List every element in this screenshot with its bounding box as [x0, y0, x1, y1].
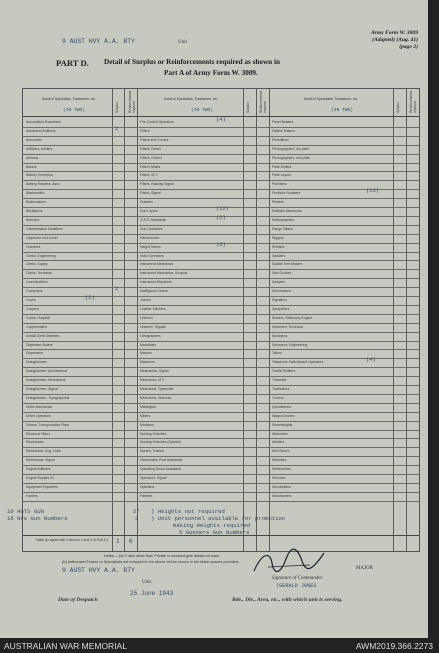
- col3-trade: Photolithos: [272, 137, 289, 142]
- col2-trade: Machinists: [140, 342, 157, 347]
- col3-trade: Woodcutters: [272, 484, 291, 489]
- col1-trade: Carpenter and Joiner: [26, 235, 58, 240]
- row-rule: [23, 465, 419, 466]
- col1-trade: Cooks, Hospital: [26, 315, 50, 320]
- col1-trade: Clerks, Engineering: [26, 253, 56, 258]
- row-rule: [23, 358, 419, 359]
- col2-reinf-header: Reinforcements required: [259, 90, 267, 113]
- note-b: (b) Authorized Trades or Specialists not included in the above will be shown in the blank spaces provided.: [62, 560, 240, 564]
- col2-trade: Millwrights: [140, 404, 156, 409]
- extra-surplus-2: 3: [135, 515, 139, 522]
- col2-trade: Fitter's Mates: [140, 164, 161, 169]
- col1-trade: Armament Artificers: [26, 128, 56, 133]
- col2-trade: Nursing Orderlies (Special): [140, 440, 181, 445]
- col1-trade: Engine Repairs I/C: [26, 476, 55, 480]
- col1-trade: Coachbuilders: [26, 280, 48, 285]
- col3-trade: Woodturners: [272, 493, 292, 498]
- col1-trade: Draughtsmen, Topographical: [26, 395, 70, 400]
- col1-trade: Coppersmiths: [26, 324, 47, 329]
- col1-trade: Boilermakers: [26, 200, 46, 205]
- col2-trade: Operating Room Assistants: [140, 467, 182, 472]
- unit-label-header: Unit: [178, 40, 187, 45]
- col2-count-entry: (2): [216, 214, 226, 221]
- row-rule: [23, 332, 419, 333]
- extra-surplus-1: 2*: [133, 508, 140, 515]
- row-rule: [23, 252, 419, 253]
- col2-count-entry: (12): [216, 206, 229, 212]
- row-rule: [23, 341, 419, 342]
- col2-trade: Gun Layers: [140, 209, 158, 213]
- col3-trade: Textile Refitters: [272, 369, 296, 374]
- row-rule: [23, 483, 419, 484]
- col2-header: Detail of Specialists, Tradesmen, etc.: [163, 97, 219, 101]
- row-rule: [23, 403, 419, 404]
- col1-trade: Checkers: [26, 244, 41, 249]
- col3-trade: Saddlers: [272, 253, 286, 258]
- col2-trade: Mechanics, M.T.: [140, 378, 165, 383]
- row-rule: [23, 287, 419, 288]
- col2-trade: Opticians: [140, 484, 155, 489]
- col3-trade: Spraydriers: [272, 306, 290, 311]
- col2-trade: Mechanists, Signal: [140, 369, 169, 374]
- col2-trade: Operators, Signal: [140, 476, 167, 480]
- col2-trade: Masseurs: [140, 360, 155, 365]
- col1-trade: Bakers: [26, 164, 37, 169]
- col3-trade: Plumbers: [272, 182, 287, 187]
- col1-count-entry: (2): [85, 295, 95, 301]
- col3-trade: Plate Writers: [272, 164, 292, 169]
- col3-trade: Storemen, Technical: [272, 324, 303, 329]
- col1-in-two: (IN TWO): [63, 108, 86, 113]
- extra-note-1: ) Heights not required: [151, 508, 225, 515]
- col1-header: Detail of Specialists, Tradesmen, etc.: [41, 97, 97, 101]
- col1-trade: Armourers: [26, 137, 42, 142]
- col3-trade: Radiographers: [272, 217, 295, 222]
- col1-trade: Driller Mechanics: [26, 404, 53, 409]
- title-line-2: Part A of Army Form W. 3009.: [164, 69, 258, 77]
- col1-trade: Electricians, Eng. Units: [26, 449, 61, 454]
- col1-trade: Draughtsmen, Architectural: [26, 369, 67, 374]
- col1-trade: Battery Surveyors: [26, 173, 53, 178]
- row-rule: [23, 474, 419, 475]
- row-rule: [23, 456, 419, 457]
- col3-trade: Printers: [272, 200, 284, 205]
- col1-trade: Artificers, Artillery: [26, 146, 53, 151]
- row-rule: [23, 305, 419, 306]
- col1-trade: Cabinetmaker Modellers: [26, 226, 63, 231]
- col2-trade: Fitters, Drivers: [140, 155, 163, 160]
- row-rule: [23, 296, 419, 297]
- col2-surplus-header: Surplus: [246, 102, 250, 113]
- date-value: 25 June 1943: [130, 590, 174, 597]
- col3-trade: Pattern Makers: [272, 128, 295, 133]
- col2-trade: Fitters and Turners: [140, 137, 169, 142]
- col1-trade: Draughtsmen: [26, 360, 47, 365]
- col2-trade: Fire Control Operators: [140, 120, 174, 124]
- col3-trade: Riveters: [272, 244, 285, 249]
- row-rule: [23, 260, 419, 261]
- col2-trade: Observation Post Assistants: [140, 458, 183, 463]
- col3-trade: Well Borers: [272, 449, 290, 454]
- unit-name-header: 9 AUST HVY A.A. BTY: [62, 38, 135, 45]
- col3-trade: Stokers, Stationary Engine: [272, 315, 313, 320]
- row-rule: [23, 492, 419, 493]
- row-rule: [23, 189, 419, 190]
- signature-scribble: [250, 545, 330, 579]
- col3-trade: Riggers: [272, 235, 284, 240]
- col2-trade: Fitters, Diesel: [140, 146, 161, 151]
- col1-trade: Draughtsmen, Signal: [26, 387, 58, 391]
- col3-count-entry: (4): [366, 357, 376, 364]
- col3-trade: Turners: [272, 395, 284, 400]
- row-rule: [23, 234, 419, 235]
- col3-trade: Saddle Tree Makers: [272, 262, 303, 267]
- col3-trade: Surveyors, Engineering: [272, 342, 308, 347]
- col1-trade: Ammunition Examiners: [26, 120, 61, 124]
- col2-trade: Height Takers: [140, 244, 161, 249]
- col2-trade: Nursing Orderlies: [140, 431, 167, 436]
- col1-trade: Drivers, Transportation Plant: [26, 422, 69, 427]
- col3-trade: Photographers, wet plate: [272, 155, 310, 160]
- col3-trade: Welders: [272, 440, 285, 445]
- col2-trade: Leather Stitchers: [140, 306, 166, 311]
- col1-trade: Electricians, Signal: [26, 458, 55, 463]
- col2-trade: Fitters, Railway Signal: [140, 182, 174, 187]
- col1-trade: Battery Readers, Asst.: [26, 182, 60, 187]
- col3-reinf-header: Reinforcements required: [409, 90, 417, 113]
- form-line-3: (page 2): [399, 44, 418, 50]
- col2-trade: Nurses, Trained: [140, 449, 164, 454]
- row-rule: [23, 198, 419, 199]
- trades-table: [7, 88, 420, 552]
- col3-trade: Tinsmiths: [272, 378, 287, 383]
- col3-trade: Range Takers: [272, 226, 293, 231]
- col1-trade: Clerks, Supply: [26, 262, 48, 267]
- col3-trade: Shoemakers: [272, 289, 292, 294]
- col2-trade: Fitters, M.T.: [140, 173, 158, 178]
- col2-trade: Mechanics, Wireless: [140, 395, 172, 400]
- col1-trade: Coopers: [26, 306, 39, 311]
- extra-note-4: 5 Gunners Gun Numbers: [179, 529, 250, 536]
- col2-trade: Painters: [140, 493, 153, 498]
- col3-trade: Sawyers: [272, 280, 286, 285]
- col1-trade: Draughtsmen, Mechanical: [26, 378, 66, 383]
- row-rule: [23, 385, 419, 386]
- col2-trade: Harnessmen: [140, 235, 160, 240]
- row-rule: [23, 349, 419, 350]
- unit-label-footer: Unit.: [142, 580, 153, 585]
- col2-trade: Instrument Mechanics: [140, 262, 174, 267]
- extra-note-3: making Heights required: [173, 522, 251, 529]
- row-rule: [23, 394, 419, 395]
- row-rule: [23, 269, 419, 270]
- title-line-1: Detail of Surplus or Reinforcements required as shown in: [104, 58, 280, 66]
- col3-trade: Photographers, dry plate: [272, 146, 310, 151]
- totals-label: Totals (to agree with Columns 1 and 4 of Part A.): [35, 538, 108, 542]
- col1-reinf-entry: 1: [115, 125, 119, 132]
- col2-trade: Joiners: [140, 298, 151, 302]
- row-rule: [23, 447, 419, 448]
- form-line-1: Army Form W. 3009: [370, 30, 418, 36]
- col2-trade: Lithographers: [140, 333, 161, 338]
- extra-line-1: 10 HGTS GUN: [7, 508, 44, 515]
- row-rule: [23, 163, 419, 164]
- col3-trade: Wiremen: [272, 476, 286, 480]
- col3-header: Detail of Specialists, Tradesmen, etc.: [303, 97, 359, 101]
- col3-trade: Tailors: [272, 351, 282, 356]
- col3-trade: Wheelwrights: [272, 422, 293, 427]
- col1-trade: Cooks: [26, 298, 36, 302]
- col2-trade: Mechanics, Typewriter: [140, 387, 174, 391]
- col2-trade: Moulders: [140, 422, 154, 427]
- totals-reinf: 6: [129, 538, 133, 545]
- col1-trade: Blacksmiths: [26, 191, 45, 196]
- col2-trade: Fitters, Signal: [140, 191, 161, 196]
- row-rule: [23, 314, 419, 315]
- col3-trade: Wagon Drivers: [272, 413, 295, 418]
- row-rule: [23, 171, 419, 172]
- col3-trade: Radiator Mechanics: [272, 209, 302, 213]
- col2-trade: Instrument Repairers: [140, 280, 172, 285]
- row-rule: [23, 412, 419, 413]
- col2-trade: Linemen, Signals: [140, 324, 167, 329]
- col3-trade: Predictor Numbers: [272, 191, 301, 196]
- col2-trade: Fitters: [140, 128, 150, 133]
- col3-surplus-header: Surplus: [396, 102, 400, 113]
- col3-trade: Wheelers: [272, 458, 287, 463]
- col2-trade: Gun Operators: [140, 226, 163, 231]
- row-rule: [23, 180, 419, 181]
- row-rule: [23, 145, 419, 146]
- col1-trade: Equipment Repairers: [26, 484, 58, 489]
- note-a: Notes.—(a) If rank other than Private is involved give details on back.: [104, 554, 221, 558]
- col2-trade: Hollo Operators: [140, 253, 164, 258]
- col2-in-two: (IN TWO): [191, 108, 214, 113]
- col2-trade: Masons: [140, 351, 152, 356]
- col2-trade: Linemen: [140, 315, 154, 320]
- col1-trade: Dispenser Sisters: [26, 342, 53, 347]
- col3-trade: Signallers: [272, 298, 287, 302]
- col1-reinf-header: Reinforcements required: [128, 90, 136, 113]
- col3-trade: Upholsterers: [272, 404, 292, 409]
- form-identifier: [371, 30, 418, 51]
- col2-trade: Instrument Mechanics, Surgical: [140, 271, 188, 276]
- col1-trade: Artisans: [26, 155, 39, 160]
- form-line-2: (Adapted) (Aug. 41): [372, 37, 418, 43]
- col2-trade: Intelligence Duties: [140, 289, 168, 294]
- extra-line-2: 16 Nrs Gun Numbers: [7, 515, 68, 522]
- col3-trade: Plate Layers: [272, 173, 291, 178]
- row-rule: [23, 438, 419, 439]
- col2-trade: G.P.O. Assistants: [140, 217, 167, 222]
- row-rule: [23, 278, 419, 279]
- col3-trade: Toolmakers: [272, 387, 290, 391]
- col1-trade: Electrical Fitters: [26, 431, 51, 436]
- col1-trade: Computers: [26, 289, 43, 294]
- col1-trade: Butchers: [26, 217, 40, 222]
- row-rule: [23, 376, 419, 377]
- part-title: PART D.: [56, 58, 89, 68]
- caption-right: AWM2019.366.2273: [355, 641, 433, 651]
- col1-trade: Bricklayers: [26, 209, 43, 213]
- row-rule: [23, 430, 419, 431]
- col1-trade: Driver Operators: [26, 413, 52, 418]
- bde-label: Bde., Div., Area, etc., with which unit is serving.: [232, 597, 343, 603]
- col1-trade: Engine Artificers: [26, 467, 51, 472]
- row-rule: [23, 225, 419, 226]
- unit-name-footer: 9 AUST HVY A.A. BTY: [62, 567, 135, 574]
- col2-count-entry: (6): [216, 241, 226, 248]
- col2-trade: Miners: [140, 413, 151, 418]
- row-rule: [23, 154, 419, 155]
- col3-trade: Telephone Switchboard Operators: [272, 360, 324, 365]
- commander-name: (GERALD JONES: [276, 583, 317, 589]
- col3-trade: Panel Beaters: [272, 120, 294, 124]
- row-rule: [23, 501, 419, 502]
- signature-label: Signature of Commander.: [272, 576, 324, 581]
- col1-trade: Clerks, Technical: [26, 271, 52, 276]
- totals-surplus: 1: [116, 538, 120, 545]
- row-rule: [23, 127, 419, 128]
- col3-trade: Saw Doctors: [272, 271, 292, 276]
- col3-trade: Whitesmiths: [272, 467, 291, 472]
- col1-trade: Farriers: [26, 493, 38, 498]
- col3-trade: Surveyors: [272, 333, 288, 338]
- caption-left: AUSTRALIAN WAR MEMORIAL: [4, 641, 127, 651]
- col1-trade: Dispensers: [26, 351, 43, 356]
- col3-in-two: (IN TWO): [331, 108, 354, 113]
- col1-surplus-header: Surplus: [115, 102, 119, 113]
- signature-rank: MAJOR: [356, 566, 373, 571]
- row-rule: [23, 323, 419, 324]
- col1-trade: Dental Clerk Orderlies: [26, 333, 60, 338]
- col1-trade: Electricians: [26, 440, 44, 445]
- extra-note-2: ) Unit personnel available for promotion: [151, 515, 286, 522]
- col2-trade: Grinders: [140, 200, 154, 205]
- col3-count-entry: (13): [366, 188, 379, 195]
- row-rule: [23, 136, 419, 137]
- row-rule: [23, 421, 419, 422]
- col3-trade: Watermen: [272, 431, 288, 436]
- date-label: Date of Despatch: [58, 597, 98, 603]
- row-rule: [23, 367, 419, 368]
- col2-count-entry: (4): [216, 117, 226, 123]
- col1-reinf-entry: 1: [115, 286, 119, 293]
